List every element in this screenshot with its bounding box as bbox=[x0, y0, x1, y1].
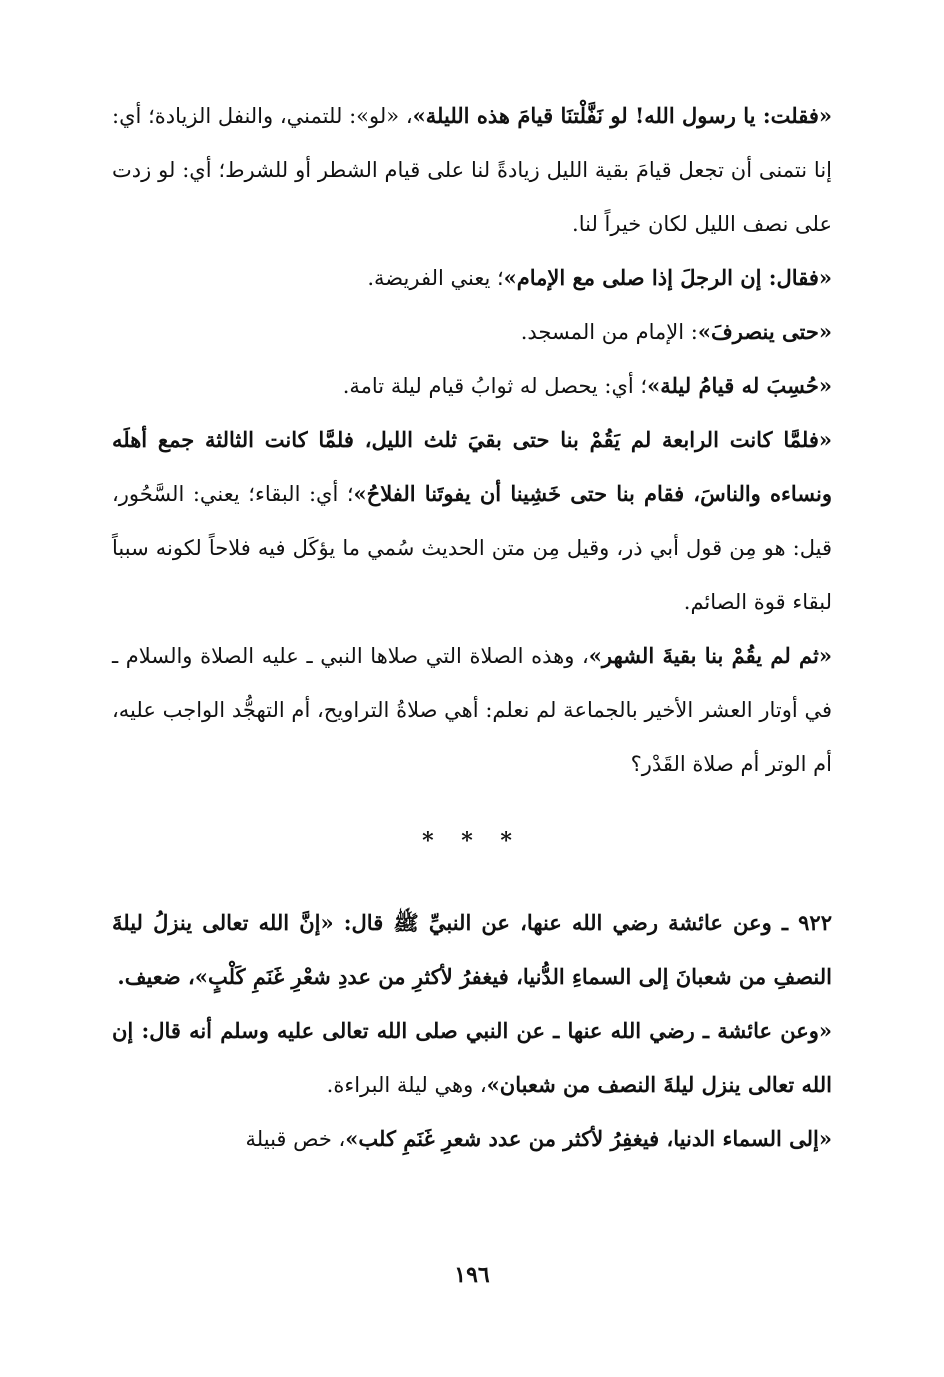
commentary-text: ؛ يعني الفريضة. bbox=[367, 266, 504, 290]
paragraph-8 bbox=[112, 1004, 832, 1112]
quoted-hadith-text: «إلى السماء الدنيا، فيغفِرُ لأكثر من عدد شعرِ غَنَمِ كلب» bbox=[345, 1126, 832, 1151]
commentary-text: ؛ أي: يحصل له ثوابُ قيام ليلة تامة. bbox=[342, 374, 648, 398]
commentary-text: ، وهذه الصلاة التي صلاها النبي ـ عليه الصلاة والسلام ـ في أوتار العشر الأخير بالجماعة لم نعلم: أهي صلاةُ التراويح، أم التهجُّد الواجب عليه، أم الوتر أم صلاة القَدْر؟ bbox=[112, 644, 832, 776]
quoted-hadith-text: «فقلت: يا رسول الله! لو نَفَّلْتنَا قيامَ هذه الليلة» bbox=[412, 103, 832, 128]
quoted-hadith-text: «حتى ينصرفَ» bbox=[697, 319, 832, 344]
paragraph-1 bbox=[112, 89, 832, 251]
commentary-section bbox=[112, 89, 832, 791]
quoted-hadith-text: «وعن عائشة ـ رضي الله عنها ـ عن النبي صلى الله تعالى عليه وسلم أنه قال: إن الله تعالى ينزل ليلةَ النصف من شعبان» bbox=[112, 1018, 832, 1097]
paragraph-5 bbox=[112, 413, 832, 629]
page-number: ١٩٦ bbox=[454, 1262, 490, 1288]
hadith-text: ٩٢٢ ـ وعن عائشة رضي الله عنها، عن النبيِّ ﷺ قال: «إنَّ الله تعالى ينزلُ ليلةَ النصفِ من شعبانَ إلى السماءِ الدُّنيا، فيغفرُ لأكثرِ من عددِ شعْرِ غَنَمِ كَلْبٍ»، ضعيف. bbox=[112, 910, 832, 989]
paragraph-6 bbox=[112, 629, 832, 791]
quoted-hadith-text: «فلمَّا كانت الرابعة لم يَقُمْ بنا حتى بقيَ ثلث الليل، فلمَّا كانت الثالثة جمع أهلَه ونساءه والناسَ، فقام بنا حتى خَشِينا أن يفوتَنا الفلاحُ» bbox=[112, 427, 833, 506]
quoted-hadith-text: «فقال: إن الرجلَ إذا صلى مع الإمام» bbox=[503, 265, 832, 290]
hadith-section bbox=[112, 896, 832, 1166]
commentary-text: ، وهي ليلة البراءة. bbox=[326, 1073, 487, 1097]
quoted-hadith-text: «حُسِبَ له قيامُ ليلة» bbox=[647, 373, 832, 398]
commentary-text: : الإمام من المسجد. bbox=[520, 320, 698, 344]
paragraph-3 bbox=[112, 305, 832, 359]
quoted-hadith-text: «ثم لم يقُمْ بنا بقيةَ الشهر» bbox=[588, 643, 832, 668]
commentary-text: ؛ أي: البقاء؛ يعني: السَّحُور، قيل: هو مِن قول أبي ذر، وقيل مِن متن الحديث سُمي ما يؤكَل فيه فلاحاً لكونه سبباً لبقاء قوة الصائم. bbox=[112, 482, 832, 614]
commentary-text: ، خص قبيلة bbox=[245, 1127, 346, 1151]
paragraph-4 bbox=[112, 359, 832, 413]
section-separator: * * * bbox=[422, 828, 522, 854]
commentary-text: ، «لو»: للتمني، والنفل الزيادة؛ أي: إنا نتمنى أن تجعل قيامَ بقية الليل زيادةً لنا على قيام الشطر أو للشرط؛ أي: لو زدت على نصف الليل لكان خيراً لنا. bbox=[112, 104, 832, 236]
hadith-922-paragraph bbox=[112, 896, 832, 1004]
paragraph-2 bbox=[112, 251, 832, 305]
paragraph-9 bbox=[112, 1112, 832, 1166]
